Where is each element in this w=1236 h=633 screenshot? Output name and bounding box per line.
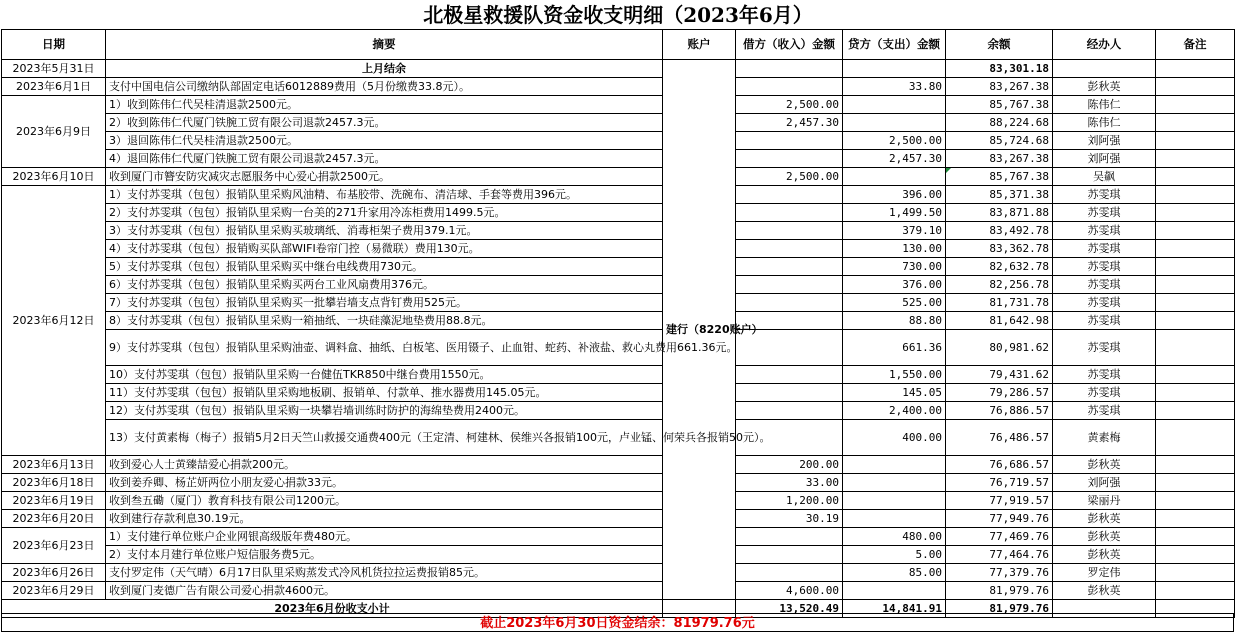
row-remark (1156, 366, 1235, 384)
row-summary: 支付罗定伟（天气晴）6月17日队里采购蒸发式冷风机货拉拉运费报销85元。 (106, 564, 663, 582)
row-remark (1156, 474, 1235, 492)
row-summary: 收到姜乔卿、杨芷妍两位小朋友爱心捐款33元。 (106, 474, 663, 492)
row-credit: 2,400.00 (843, 402, 946, 420)
row-debit: 2,457.30 (736, 114, 843, 132)
row-remark (1156, 564, 1235, 582)
row-balance: 85,724.68 (946, 132, 1053, 150)
row-credit: 145.05 (843, 384, 946, 402)
row-summary: 9）支付苏雯琪（包包）报销队里采购油壶、调料盒、抽纸、白板笔、医用镊子、止血钳、蛇药、补液盐、救心丸费用661.36元。 (106, 330, 663, 366)
row-date: 2023年6月26日 (2, 564, 106, 582)
row-credit: 379.10 (843, 222, 946, 240)
row-handler: 苏雯琪 (1053, 222, 1156, 240)
row-summary: 收到建行存款利息30.19元。 (106, 510, 663, 528)
row-debit (736, 276, 843, 294)
row-balance: 77,464.76 (946, 546, 1053, 564)
row-balance: 88,224.68 (946, 114, 1053, 132)
row-remark (1156, 582, 1235, 600)
row-credit (843, 114, 946, 132)
ledger-table (1, 29, 1235, 618)
table-row (2, 186, 1235, 204)
row-debit (736, 186, 843, 204)
opening-date: 2023年5月31日 (2, 60, 106, 78)
table-row (2, 150, 1235, 168)
row-summary: 5）支付苏雯琪（包包）报销队里采购买中继台电线费用730元。 (106, 258, 663, 276)
row-date: 2023年6月10日 (2, 168, 106, 186)
row-summary: 4）支付苏雯琪（包包）报销购买队部WIFI卷帘门控（易微联）费用130元。 (106, 240, 663, 258)
row-remark (1156, 96, 1235, 114)
opening-debit (736, 60, 843, 78)
row-remark (1156, 312, 1235, 330)
row-summary: 1）支付苏雯琪（包包）报销队里采购风油精、布基胶带、洗碗布、清洁球、手套等费用396元。 (106, 186, 663, 204)
row-summary: 3）退回陈伟仁代吴桂清退款2500元。 (106, 132, 663, 150)
row-debit (736, 204, 843, 222)
row-debit (736, 402, 843, 420)
row-handler: 彭秋英 (1053, 546, 1156, 564)
table-row (2, 420, 1235, 456)
row-summary: 1）收到陈伟仁代吴桂清退款2500元。 (106, 96, 663, 114)
row-handler: 苏雯琪 (1053, 204, 1156, 222)
row-summary: 8）支付苏雯琪（包包）报销队里采购一箱抽纸、一块硅藻泥地垫费用88.8元。 (106, 312, 663, 330)
row-balance: 83,267.38 (946, 150, 1053, 168)
table-row (2, 456, 1235, 474)
row-remark (1156, 240, 1235, 258)
row-handler: 黄素梅 (1053, 420, 1156, 456)
row-remark (1156, 294, 1235, 312)
row-credit: 376.00 (843, 276, 946, 294)
row-credit: 730.00 (843, 258, 946, 276)
table-row (2, 510, 1235, 528)
row-balance: 83,492.78 (946, 222, 1053, 240)
row-debit (736, 78, 843, 96)
row-credit: 1,499.50 (843, 204, 946, 222)
table-row (2, 114, 1235, 132)
table-row (2, 492, 1235, 510)
row-balance: 80,981.62 (946, 330, 1053, 366)
subtotal-credit: 14,841.91 (843, 600, 946, 618)
table-row (2, 132, 1235, 150)
row-remark (1156, 186, 1235, 204)
row-credit: 130.00 (843, 240, 946, 258)
row-credit: 396.00 (843, 186, 946, 204)
row-remark (1156, 132, 1235, 150)
row-remark (1156, 402, 1235, 420)
page-title: 北极星救援队资金收支明细（2023年6月） (423, 3, 813, 27)
row-credit: 1,550.00 (843, 366, 946, 384)
row-handler: 苏雯琪 (1053, 330, 1156, 366)
row-handler: 刘阿强 (1053, 474, 1156, 492)
row-balance: 82,256.78 (946, 276, 1053, 294)
table-row (2, 204, 1235, 222)
row-debit: 4,600.00 (736, 582, 843, 600)
row-date: 2023年6月9日 (2, 96, 106, 168)
row-balance: 79,431.62 (946, 366, 1053, 384)
row-handler: 苏雯琪 (1053, 294, 1156, 312)
row-date: 2023年6月13日 (2, 456, 106, 474)
row-credit: 88.80 (843, 312, 946, 330)
row-remark (1156, 510, 1235, 528)
row-remark (1156, 456, 1235, 474)
header-date: 日期 (2, 30, 106, 60)
account-cell: 建行（8220账户） (663, 60, 736, 600)
row-summary: 7）支付苏雯琪（包包）报销队里采购买一批攀岩墙支点背钉费用525元。 (106, 294, 663, 312)
table-row (2, 582, 1235, 600)
row-handler: 陈伟仁 (1053, 96, 1156, 114)
row-handler: 彭秋英 (1053, 510, 1156, 528)
row-summary: 支付中国电信公司缴纳队部固定电话6012889费用（5月份缴费33.8元）。 (106, 78, 663, 96)
row-debit (736, 366, 843, 384)
row-credit: 5.00 (843, 546, 946, 564)
opening-label: 上月结余 (106, 60, 663, 78)
row-credit (843, 510, 946, 528)
row-handler: 罗定伟 (1053, 564, 1156, 582)
row-credit: 525.00 (843, 294, 946, 312)
header-summary: 摘要 (106, 30, 663, 60)
row-balance: 81,642.98 (946, 312, 1053, 330)
row-debit: 2,500.00 (736, 168, 843, 186)
row-date: 2023年6月1日 (2, 78, 106, 96)
row-handler: 苏雯琪 (1053, 366, 1156, 384)
row-credit: 400.00 (843, 420, 946, 456)
row-credit (843, 456, 946, 474)
opening-handler (1053, 60, 1156, 78)
table-row (2, 384, 1235, 402)
row-summary: 收到叁五磡（厦门）教育科技有限公司1200元。 (106, 492, 663, 510)
opening-remark (1156, 60, 1235, 78)
table-row (2, 168, 1235, 186)
row-handler: 彭秋英 (1053, 78, 1156, 96)
row-debit (736, 132, 843, 150)
row-debit (736, 564, 843, 582)
row-handler: 刘阿强 (1053, 132, 1156, 150)
row-balance: 77,949.76 (946, 510, 1053, 528)
row-credit: 33.80 (843, 78, 946, 96)
row-remark (1156, 222, 1235, 240)
row-balance: 83,871.88 (946, 204, 1053, 222)
row-summary: 13）支付黄素梅（梅子）报销5月2日天竺山救援交通费400元（王定清、柯建林、侯维兴各报销100元，卢业锰、何荣兵各报销50元）。 (106, 420, 663, 456)
row-credit (843, 96, 946, 114)
table-row (2, 78, 1235, 96)
row-debit: 1,200.00 (736, 492, 843, 510)
row-summary: 收到爱心人士黄臻喆爱心捐款200元。 (106, 456, 663, 474)
row-balance: 77,919.57 (946, 492, 1053, 510)
row-summary: 收到厦门市簪安防灾减灾志愿服务中心爱心捐款2500元。 (106, 168, 663, 186)
row-summary: 3）支付苏雯琪（包包）报销队里采购买玻璃纸、消毒柜架子费用379.1元。 (106, 222, 663, 240)
header-remark: 备注 (1156, 30, 1235, 60)
row-remark (1156, 528, 1235, 546)
row-handler: 吴飙 (1053, 168, 1156, 186)
row-handler: 苏雯琪 (1053, 186, 1156, 204)
row-balance: 83,362.78 (946, 240, 1053, 258)
row-summary: 2）收到陈伟仁代厦门铁腕工贸有限公司退款2457.3元。 (106, 114, 663, 132)
row-handler: 梁丽丹 (1053, 492, 1156, 510)
row-debit: 2,500.00 (736, 96, 843, 114)
row-balance: 76,886.57 (946, 402, 1053, 420)
row-credit: 480.00 (843, 528, 946, 546)
row-remark (1156, 276, 1235, 294)
row-handler: 彭秋英 (1053, 456, 1156, 474)
row-remark (1156, 204, 1235, 222)
row-debit (736, 384, 843, 402)
row-remark (1156, 150, 1235, 168)
row-debit: 33.00 (736, 474, 843, 492)
table-row (2, 564, 1235, 582)
header-credit: 贷方（支出）金额 (843, 30, 946, 60)
row-remark (1156, 546, 1235, 564)
row-remark (1156, 168, 1235, 186)
row-credit (843, 168, 946, 186)
row-balance: 85,371.38 (946, 186, 1053, 204)
header-debit: 借方（收入）金额 (736, 30, 843, 60)
row-handler: 彭秋英 (1053, 528, 1156, 546)
table-row (2, 222, 1235, 240)
row-credit (843, 582, 946, 600)
table-row (2, 96, 1235, 114)
header-account: 账户 (663, 30, 736, 60)
row-balance: 81,979.76 (946, 582, 1053, 600)
row-balance: 76,486.57 (946, 420, 1053, 456)
row-handler: 刘阿强 (1053, 150, 1156, 168)
row-debit (736, 222, 843, 240)
row-credit (843, 492, 946, 510)
row-debit (736, 240, 843, 258)
row-summary: 10）支付苏雯琪（包包）报销队里采购一台健伍TKR850中继台费用1550元。 (106, 366, 663, 384)
row-remark (1156, 420, 1235, 456)
row-remark (1156, 258, 1235, 276)
row-date: 2023年6月23日 (2, 528, 106, 564)
subtotal-label: 2023年6月份收支小计 (2, 600, 663, 618)
row-balance: 77,379.76 (946, 564, 1053, 582)
opening-credit (843, 60, 946, 78)
row-credit: 661.36 (843, 330, 946, 366)
row-handler: 苏雯琪 (1053, 384, 1156, 402)
subtotal-balance: 81,979.76 (946, 600, 1053, 618)
row-summary: 12）支付苏雯琪（包包）报销队里采购一块攀岩墙训练时防护的海绵垫费用2400元。 (106, 402, 663, 420)
row-debit (736, 258, 843, 276)
header-handler: 经办人 (1053, 30, 1156, 60)
row-balance: 85,767.38 (946, 168, 1053, 186)
row-summary: 收到厦门麦德广告有限公司爱心捐款4600元。 (106, 582, 663, 600)
row-handler: 彭秋英 (1053, 582, 1156, 600)
table-row (2, 312, 1235, 330)
row-debit (736, 546, 843, 564)
row-summary: 2）支付本月建行单位账户短信服务费5元。 (106, 546, 663, 564)
row-balance: 81,731.78 (946, 294, 1053, 312)
row-balance: 83,267.38 (946, 78, 1053, 96)
row-credit (843, 474, 946, 492)
row-credit: 2,457.30 (843, 150, 946, 168)
row-balance: 85,767.38 (946, 96, 1053, 114)
row-credit: 2,500.00 (843, 132, 946, 150)
closing-balance-note: 截止2023年6月30日资金结余：81979.76元 (1, 613, 1234, 632)
row-balance: 77,469.76 (946, 528, 1053, 546)
row-remark (1156, 330, 1235, 366)
row-summary: 11）支付苏雯琪（包包）报销队里采购地板刷、报销单、付款单、推水器费用145.05元。 (106, 384, 663, 402)
table-row (2, 276, 1235, 294)
row-summary: 4）退回陈伟仁代厦门铁腕工贸有限公司退款2457.3元。 (106, 150, 663, 168)
row-handler: 陈伟仁 (1053, 114, 1156, 132)
table-row (2, 474, 1235, 492)
row-summary: 1）支付建行单位账户企业网银高级版年费480元。 (106, 528, 663, 546)
row-handler: 苏雯琪 (1053, 258, 1156, 276)
opening-row (2, 60, 1235, 78)
row-remark (1156, 492, 1235, 510)
row-summary: 2）支付苏雯琪（包包）报销队里采购一台美的271升家用冷冻柜费用1499.5元。 (106, 204, 663, 222)
table-row (2, 240, 1235, 258)
row-handler: 苏雯琪 (1053, 312, 1156, 330)
table-row (2, 546, 1235, 564)
opening-balance: 83,301.18 (946, 60, 1053, 78)
row-handler: 苏雯琪 (1053, 240, 1156, 258)
row-handler: 苏雯琪 (1053, 402, 1156, 420)
table-row (2, 402, 1235, 420)
row-balance: 82,632.78 (946, 258, 1053, 276)
row-remark (1156, 114, 1235, 132)
row-debit: 30.19 (736, 510, 843, 528)
row-balance: 76,686.57 (946, 456, 1053, 474)
row-debit (736, 294, 843, 312)
header-balance: 余额 (946, 30, 1053, 60)
table-row (2, 258, 1235, 276)
row-date: 2023年6月29日 (2, 582, 106, 600)
row-debit (736, 528, 843, 546)
row-summary: 6）支付苏雯琪（包包）报销队里采购买两台工业风扇费用376元。 (106, 276, 663, 294)
row-balance: 76,719.57 (946, 474, 1053, 492)
row-balance: 79,286.57 (946, 384, 1053, 402)
row-date: 2023年6月20日 (2, 510, 106, 528)
row-date: 2023年6月12日 (2, 186, 106, 456)
row-date: 2023年6月18日 (2, 474, 106, 492)
header-row (2, 30, 1235, 60)
subtotal-debit: 13,520.49 (736, 600, 843, 618)
table-row (2, 366, 1235, 384)
row-handler: 苏雯琪 (1053, 276, 1156, 294)
table-row (2, 528, 1235, 546)
table-row (2, 330, 1235, 366)
table-row (2, 294, 1235, 312)
row-debit (736, 150, 843, 168)
row-credit: 85.00 (843, 564, 946, 582)
row-debit: 200.00 (736, 456, 843, 474)
row-date: 2023年6月19日 (2, 492, 106, 510)
row-remark (1156, 384, 1235, 402)
row-remark (1156, 78, 1235, 96)
